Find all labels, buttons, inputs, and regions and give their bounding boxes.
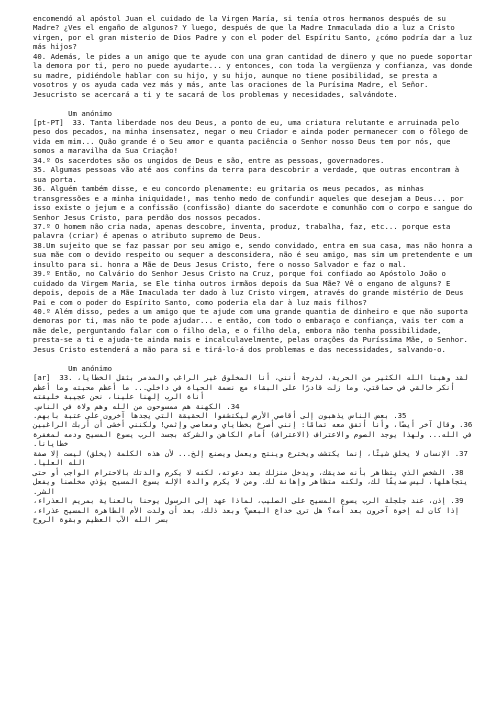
paragraph-ar-36: 36. وقال آخر أيضًا، وأنا أتفق معه تمامًا: إنني أصرخ بخطاياي ومعاصي وإثمي! ولكنني أخشى أن أربك الراغبين في الله... ولهذا يوجد الصوم والاعتراف (الاعتراف) أمام الكاهن والشركة بجسد الرب يسوع المسيح ودمه لمغفرة خطايانا. [28,420,473,449]
spanish-section [33,14,475,99]
paragraph-pt-39: 39.º Então, no Calvário do Senhor Jesus Cristo na Cruz, porque foi confiado ao Apóstolo João o cuidado da Virgem Maria, se Ele tinha outros irmãos depois da Sua Mãe? Vê o engano de alguns? E depois, depois de a Mãe Imaculada ter dado à luz Cristo virgem, através do grande mistério de Deus Pai e com o poder do Espírito Santo, como poderia ela dar à luz mais filhos? [33,269,468,307]
section-heading-anonymous-2: Um anónimo [33,363,113,373]
paragraph-pt-38: 38.Um sujeito que se faz passar por seu amigo e, sendo convidado, entra em sua casa, mas não honra a sua mãe com o devido respeito ou sequer a desconsidera, não é seu amigo, mas sim um pretendente e um insulto para si. honra a Mãe de Deus Jesus Cristo, fere o nosso Salvador e faz o mal. [33,240,477,269]
paragraph-pt-40: 40.º Além disso, pedes a um amigo que te ajude com uma grande quantia de dinheiro e que não suporta demoras por ti, mas não te pode ajudar... e então, com todo o embaraço e confiança, vais ter com a mãe dele, perguntando falar com o filho dela, e o filho dela, embora não tenha possibilidade, presta-se a ti e ajuda-te ainda mais e incalculavelmente, pelas orações da Puríssima Mãe, o Senhor. Jesus Cristo estenderá a mão para si e tirá-lo-á dos problemas e das necessidades, salvando-o. [33,307,473,354]
paragraph-es-2: 40. Además, le pides a un amigo que te ayude con una gran cantidad de dinero y que no puede soportar la demora por ti, pero no puede ayudarte... y entonces, con toda la vergüenza y confianza, vas donde su madre, pidiéndole hablar con su hijo, y su hijo, aunque no tiene posibilidad, se presta a vosotros y os ayuda cada vez más y más, ante las oraciones de la Purísima Madre, el Señor. Jesucristo se acercará a ti y te sacará de los problemas y necesidades, salvándote. [33,51,477,99]
paragraph-ar-39: 39. إذن، عند جلجلة الرب يسوع المسيح على الصليب، لماذا عهد إلى الرسول يوحنا بالعناية بمريم العذراء، إذا كان له إخوة آخرون بعد أمه؟ هل ترى خداع البعض؟ وبعد ذلك، بعد أن ولدت الأم الطاهرة المسيح عذراء، بسر الله الآب العظيم وبقوة الروح [28,496,464,524]
portuguese-section [33,118,475,354]
paragraph-pt-36: 36. Alguém também disse, e eu concordo plenamente: eu gritaria os meus pecados, as minhas transgressões e a minha iniquidade!, mas tenho medo de confundir aqueles que desejam a Deus... por isso existe o jejum e a confissão (confissão) diante do sacerdote e comunhão com o corpo e sangue do Senhor Jesus Cristo, para perdão dos nossos pecados. [33,184,477,222]
section-heading-anonymous: Um anónimo [33,108,113,118]
paragraph-ar-38: 38. الشخص الذي يتظاهر بأنه صديقك، ويدخل منزلك بعد دعوته، لكنه لا يكرم والدتك بالاحترام الواجب أو حتى يتجاهلها، ليس صديقًا لك، ولكنه متظاهر وإهانة لك. ومن لا يكرم والدة الإله يسوع المسيح يؤذي مخلصنا ويفعل الشر. [28,467,468,496]
arabic-section [28,373,475,524]
paragraph-pt-37: 37.º O homem não cria nada, apenas descobre, inventa, produz, trabalha, faz, etc... porque esta palavra (criar) é apenas o atributo supremo de Deus. [33,221,455,241]
paragraph-ar-37: 37. الإنسان لا يخلق شيئًا، إنما يكتشف ويخترع وينتج ويعمل ويصنع إلخ... لأن هذه الكلمة (يخلق) ليست إلا صفة الله العليا. [28,448,468,468]
paragraph-pt-35: 35. Algumas pessoas vão até aos confins da terra para descobrir a verdade, que outras encontram à sua porta. [33,165,464,184]
paragraph-ar-33: [ar] 33. لقد وهبنا الله الكثير من الحرية، لدرجة أنني، أنا المخلوق غير الراغب والمدمر بثقل الخطايا، أنكر خالقي في حماقتي، وما زلت قادرًا على البقاء مع نسمة الحياة في داخلي... ما أعظم محبته وما أعظم أناة الرب إلهنا علينا، نحن عجيبة خليقته [33,373,473,402]
paragraph-ar-35: 35. بعض الناس يذهبون إلى أقاصي الأرض ليكتشفوا الحقيقة التي يجدها آخرون على عتبة بابهم. [33,411,407,420]
paragraph-pt-34: 34.º Os sacerdotes são os ungidos de Deus e são, entre as pessoas, governadores. [33,155,385,165]
paragraph-es-1: encomendó al apóstol Juan el cuidado de la Virgen María, si tenía otros hermanos después de su Madre? ¿Ves el engaño de algunos? Y luego, después de que la Madre Inmaculada dio a luz a Cristo virgen, por el gran misterio de Dios Padre y con el poder del Espíritu Santo, ¿cómo podría dar a luz más hijos? [33,14,477,52]
paragraph-pt-33: [pt-PT] 33. Tanta liberdade nos deu Deus, a ponto de eu, uma criatura relutante e arruinada pelo peso dos pecados, na minha insensatez, negar o meu Criador e ainda poder permanecer com o fôlego de vida em mim... Quão grande é o Seu amor e quanta paciência o Senhor nosso Deus tem por nós, que somos a maravilha da Sua Criação! [33,117,473,156]
paragraph-ar-34: 34. الكهنة هم ممسوحون من الله وهم ولاة في الناس. [33,401,240,411]
